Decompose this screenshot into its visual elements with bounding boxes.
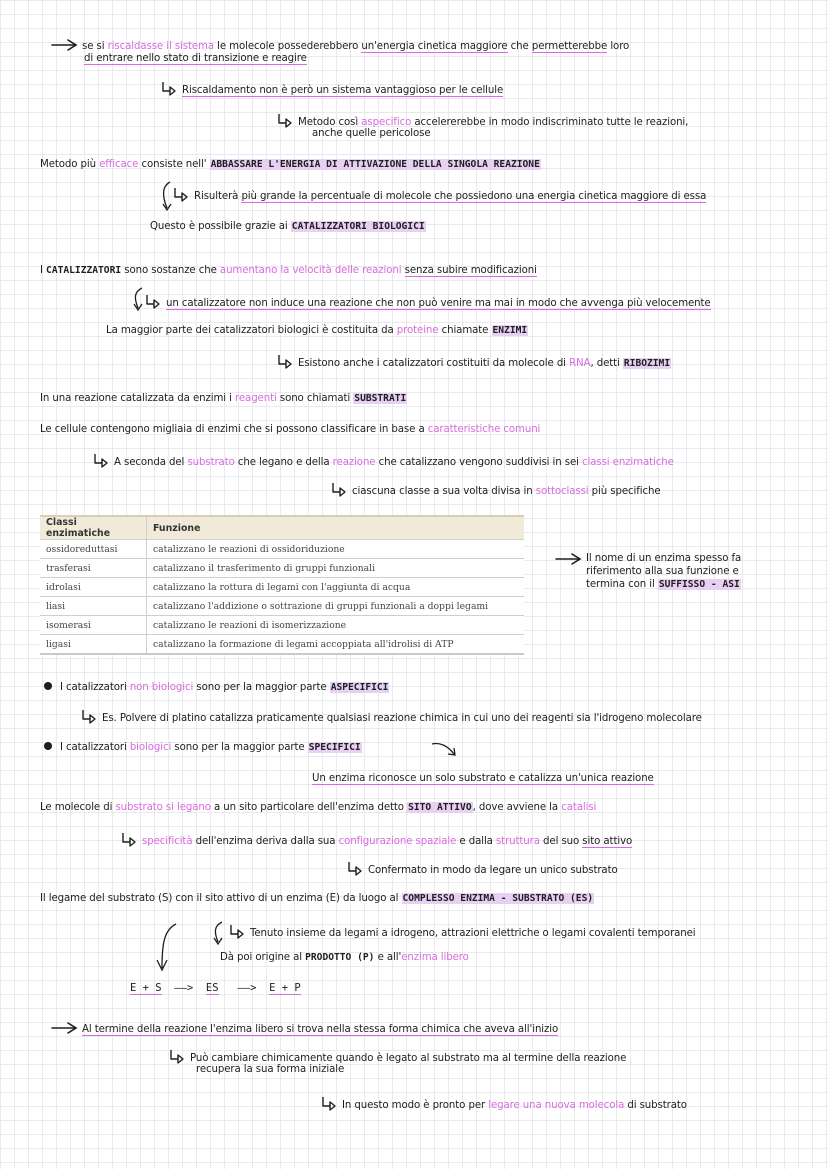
text-line-initial-form: recupera la sua forma iniziale [196,1064,345,1075]
table-header-row [40,516,524,540]
hook-arrow-icon [228,924,246,940]
text-line-specificity: specificità dell'enzima deriva dalla sua configurazione spaziale e dalla struttura del suo sito attivo [120,832,632,848]
arrow-right-icon [554,552,584,566]
table-row [40,616,524,635]
table-cell: catalizzano il trasferimento di gruppi funzionali [147,559,525,578]
text-line-not-advantageous: Riscaldamento non è però un sistema vantaggioso per le cellule [160,81,503,97]
hook-arrow-icon [276,113,294,129]
table-cell: isomerasi [40,616,147,635]
hook-arrow-icon [276,354,294,370]
table-row [40,578,524,597]
text-line-heating: se si riscaldasse il sistema le molecole possederebbero un'energia cinetica maggiore che permetterebbe loro [50,38,629,53]
text-line-catalyst-note: un catalizzatore non induce una reazione che non può venire ma mai in modo che avvenga più velocemente [144,294,711,310]
table-cell: ossidoreduttasi [40,540,147,559]
hook-arrow-icon [120,832,138,848]
text-line-chemical-change: Può cambiare chimicamente quando è legato al substrato ma al termine della reazione [168,1049,626,1065]
bullet-biological: I catalizzatori biologici sono per la maggior parte SPECIFICI [44,741,362,754]
table-cell: trasferasi [40,559,147,578]
text-line-platinum-example: Es. Polvere di platino catalizza praticamente qualsiasi reazione chimica in cui uno dei reagenti sia l'idrogeno molecolare [80,709,702,725]
table-row [40,540,524,559]
text-line-percentage: Risulterà più grande la percentuale di molecole che possiedono una energia cinetica maggiore di essa [172,187,706,203]
hook-arrow-icon [330,482,348,498]
table-header-cell: Classi enzimatiche [40,516,147,540]
table-cell: liasi [40,597,147,616]
text-line-product: Dà poi origine al PRODOTTO (P) e all'enzima libero [220,952,469,963]
text-line-active-site: Le molecole di substrato si legano a un sito particolare dell'enzima detto SITO ATTIVO, dove avviene la catalisi [40,802,597,813]
reaction-equation: E + S ——> ES ——> E + P [130,982,301,994]
text-line-unique-substrate: Confermato in modo da legare un unico substrato [346,861,618,877]
hook-arrow-icon [168,1049,186,1065]
down-arrow-icon [156,920,180,976]
side-note-suffix: Il nome di un enzima spesso fa [586,553,742,564]
table-cell: catalizzano l'addizione o sottrazione di gruppi funzionali a doppi legami [147,597,525,616]
table-row [40,597,524,616]
table-header-cell: Funzione [147,516,525,540]
bullet-non-biological: I catalizzatori non biologici sono per la maggior parte ASPECIFICI [44,681,389,694]
table-cell: idrolasi [40,578,147,597]
side-note-suffix-2: riferimento alla sua funzione e [586,566,739,577]
table-cell: catalizzano le reazioni di ossidoriduzione [147,540,525,559]
hook-arrow-icon [92,453,110,469]
table-row [40,559,524,578]
bullet-icon [44,682,52,690]
arrow-right-icon [50,1021,80,1035]
side-note-suffix-3: termina con il SUFFISSO - ASI [586,579,740,590]
text-line-bonds: Tenuto insieme da legami a idrogeno, attrazioni elettriche o legami covalenti temporanei [228,924,696,940]
hook-arrow-icon [80,709,98,725]
text-line-aspecific: Metodo così aspecifico accelererebbe in modo indiscriminato tutte le reazioni, [276,113,688,129]
text-line-enzyme-free: Al termine della reazione l'enzima libero si trova nella stessa forma chimica che aveva all'inizio [50,1021,558,1036]
hook-arrow-icon [346,861,364,877]
enzyme-classes-table [40,515,524,655]
text-line-catalysts-definition: I CATALIZZATORI sono sostanze che aumentano la velocità delle reazioni senza subire modificazioni [40,265,537,276]
text-line-one-substrate: Un enzima riconosce un solo substrato e catalizza un'unica reazione [312,773,654,784]
text-line-ribozymes: Esistono anche i catalizzatori costituiti da molecole di RNA, detti RIBOZIMI [276,354,671,370]
table-cell: catalizzano le reazioni di isomerizzazione [147,616,525,635]
text-line-efficient-method: Metodo più efficace consiste nell' ABBASSARE L'ENERGIA DI ATTIVAZIONE DELLA SINGOLA REAZIONE [40,159,540,170]
table-cell: ligasi [40,635,147,655]
arrow-right-icon [50,38,80,52]
text-line-subclasses: ciascuna classe a sua volta divisa in sottoclassi più specifiche [330,482,661,498]
text-line-enzymes: La maggior parte dei catalizzatori biologici è costituita da proteine chiamate ENZIMI [106,325,528,336]
table-row [40,635,524,655]
text-line-classification: Le cellule contengono migliaia di enzimi che si possono classificare in base a caratteristiche comuni [40,424,541,435]
hook-arrow-icon [320,1096,338,1112]
text-line-transition: di entrare nello stato di transizione e reagire [84,53,307,64]
text-line-ready: In questo modo è pronto per legare una nuova molecola di substrato [320,1096,687,1112]
curl-arrow-icon [212,920,226,948]
bullet-icon [44,742,52,750]
hook-arrow-icon [160,81,178,97]
text-line-dangerous: anche quelle pericolose [312,128,431,139]
curl-arrow-icon [430,740,458,758]
hook-arrow-icon [144,294,162,310]
text-line-substrates: In una reazione catalizzata da enzimi i reagenti sono chiamati SUBSTRATI [40,393,407,404]
table-cell: catalizzano la rottura di legami con l'aggiunta di acqua [147,578,525,597]
text-line-es-complex: Il legame del substrato (S) con il sito attivo di un enzima (E) da luogo al COMPLESSO ENZIMA - SUBSTRATO (ES) [40,893,594,904]
text-line-six-classes: A seconda del substrato che legano e della reazione che catalizzano vengono suddivisi in sei classi enzimatiche [92,453,674,469]
text-line-biological-catalysts: Questo è possibile grazie ai CATALIZZATORI BIOLOGICI [150,221,425,232]
table-cell: catalizzano la formazione di legami accoppiata all'idrolisi di ATP [147,635,525,655]
hook-arrow-icon [172,187,190,203]
